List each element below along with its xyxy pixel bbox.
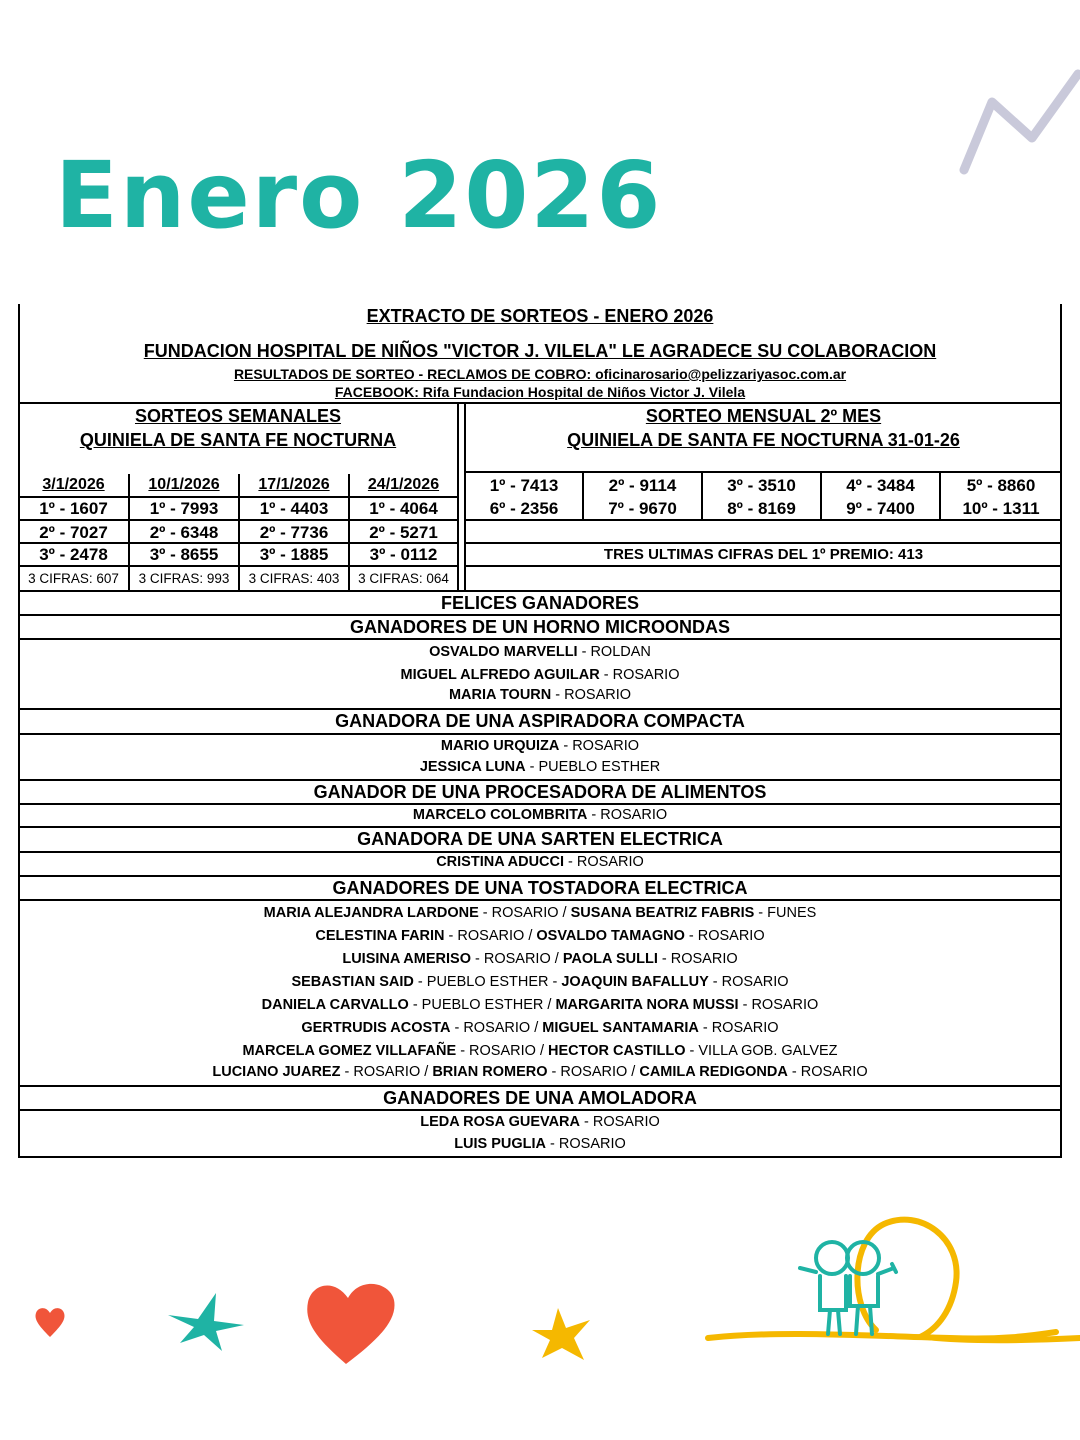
winner-line <box>18 1137 1062 1152</box>
weekly-three-digits: 3 CIFRAS: 403 <box>248 571 340 586</box>
winner-name: MARCELA GOMEZ VILLAFAÑE <box>242 1043 457 1059</box>
squiggle-decoration <box>950 60 1080 180</box>
winner-line <box>18 1021 1062 1036</box>
winner-city: - ROSARIO <box>546 1136 626 1152</box>
winner-name: MARCELO COLOMBRITA <box>412 807 588 823</box>
winner-name: MARGARITA NORA MUSSI <box>555 997 739 1013</box>
winner-city: - ROSARIO <box>738 997 819 1013</box>
sheet-subheading: FUNDACION HOSPITAL DE NIÑOS "VICTOR J. VILELA" LE AGRADECE SU COLABORACION <box>143 341 937 361</box>
weekly-title: SORTEOS SEMANALES <box>134 406 342 426</box>
winner-city: - ROSARIO / <box>450 1020 543 1036</box>
monthly-prize: 6º - 2356 <box>489 499 559 518</box>
monthly-prize: 10º - 1311 <box>962 499 1040 518</box>
winner-city: - PUEBLO ESTHER / <box>408 997 556 1013</box>
winner-name: MIGUEL SANTAMARIA <box>542 1020 699 1036</box>
winner-line <box>18 952 1062 967</box>
weekly-prize-1: 1º - 1607 <box>39 499 108 518</box>
winner-city: - ROSARIO / <box>456 1043 549 1059</box>
section-title: GANADORA DE UNA SARTEN ELECTRICA <box>357 829 723 849</box>
weekly-date: 3/1/2026 <box>42 476 105 493</box>
winner-city: - ROSARIO <box>599 667 680 683</box>
yellow-star-icon <box>528 1306 594 1364</box>
weekly-three-digits: 3 CIFRAS: 064 <box>358 571 449 586</box>
winner-city: - VILLA GOB. GALVEZ <box>685 1043 838 1059</box>
children-logo <box>700 1210 1080 1350</box>
winner-name: MARIO URQUIZA <box>440 738 560 754</box>
winner-city: - PUEBLO ESTHER - <box>413 974 562 990</box>
winner-city: - ROSARIO / <box>470 951 563 967</box>
winner-city: - ROSARIO <box>787 1064 868 1080</box>
big-heart-icon <box>302 1278 398 1368</box>
winner-city: - ROSARIO <box>551 687 632 703</box>
winner-line <box>18 808 1062 823</box>
winner-name: LUIS PUGLIA <box>454 1136 547 1152</box>
winner-line <box>18 929 1062 944</box>
monthly-prize: 7º - 9670 <box>608 499 677 518</box>
section-title: GANADOR DE UNA PROCESADORA DE ALIMENTOS <box>313 782 767 802</box>
winner-name: MIGUEL ALFREDO AGUILAR <box>400 667 600 683</box>
winner-city: - ROSARIO <box>564 854 644 870</box>
weekly-prize-2: 2º - 6348 <box>149 523 219 542</box>
winner-city: - ROSARIO <box>684 928 765 944</box>
winner-city: - ROSARIO / <box>547 1064 640 1080</box>
monthly-prize: 2º - 9114 <box>608 476 677 495</box>
winner-line <box>18 739 1062 754</box>
section-title: GANADORES DE UN HORNO MICROONDAS <box>349 617 730 637</box>
winner-name: CELESTINA FARIN <box>315 928 445 944</box>
winner-line <box>18 645 1062 660</box>
winner-city: - ROSARIO <box>587 807 668 823</box>
winner-name: JESSICA LUNA <box>419 759 526 775</box>
winner-city: - ROSARIO / <box>478 905 571 921</box>
felices-ganadores: FELICES GANADORES <box>440 593 640 613</box>
winner-name: SUSANA BEATRIZ FABRIS <box>570 905 755 921</box>
monthly-prize: 5º - 8860 <box>966 476 1036 495</box>
monthly-prize: 4º - 3484 <box>846 476 915 495</box>
winner-name: LEDA ROSA GUEVARA <box>420 1114 580 1130</box>
winner-city: - ROSARIO <box>698 1020 779 1036</box>
winner-city: - ROSARIO / <box>444 928 537 944</box>
weekly-date: 17/1/2026 <box>258 476 330 493</box>
winner-line <box>18 668 1062 683</box>
sheet-heading: EXTRACTO DE SORTEOS - ENERO 2026 <box>366 306 714 326</box>
weekly-prize-2: 2º - 5271 <box>369 523 438 542</box>
winner-city: - ROSARIO <box>708 974 789 990</box>
last-digits-line: TRES ULTIMAS CIFRAS DEL 1º PREMIO: 413 <box>603 546 924 563</box>
section-title: GANADORA DE UNA ASPIRADORA COMPACTA <box>335 711 745 731</box>
winner-city: - ROSARIO / <box>340 1064 433 1080</box>
monthly-prize: 3º - 3510 <box>727 476 796 495</box>
weekly-prize-3: 3º - 0112 <box>369 545 438 564</box>
winner-name: MARIA TOURN <box>448 687 552 703</box>
winner-name: LUISINA AMERISO <box>342 951 471 967</box>
raffle-results-sheet <box>18 304 1062 1158</box>
winner-line <box>18 906 1062 921</box>
winner-city: - FUNES <box>754 905 817 921</box>
weekly-prize-1: 1º - 4403 <box>259 499 329 518</box>
winner-name: DANIELA CARVALLO <box>261 997 409 1013</box>
small-heart-icon <box>34 1305 66 1339</box>
winner-line <box>18 998 1062 1013</box>
weekly-three-digits: 3 CIFRAS: 607 <box>28 571 119 586</box>
winner-name: PAOLA SULLI <box>562 951 658 967</box>
winner-name: OSVALDO TAMAGNO <box>536 928 685 944</box>
weekly-subtitle: QUINIELA DE SANTA FE NOCTURNA <box>79 430 397 450</box>
weekly-prize-1: 1º - 7993 <box>149 499 219 518</box>
monthly-prize: 9º - 7400 <box>846 499 915 518</box>
contact-line: RESULTADOS DE SORTEO - RECLAMOS DE COBRO: oficinarosario@pelizzariyasoc.com.ar <box>233 366 847 382</box>
winner-city: - ROSARIO <box>559 738 640 754</box>
weekly-prize-3: 3º - 1885 <box>259 545 329 564</box>
winner-line <box>18 1115 1062 1130</box>
winner-name: GERTRUDIS ACOSTA <box>301 1020 451 1036</box>
page-title: Enero 2026 <box>55 142 663 249</box>
weekly-prize-3: 3º - 8655 <box>149 545 219 564</box>
winner-name: HECTOR CASTILLO <box>548 1043 686 1059</box>
winner-line <box>18 975 1062 990</box>
weekly-prize-2: 2º - 7027 <box>39 523 108 542</box>
facebook-line: FACEBOOK: Rifa Fundacion Hospital de Niños Victor J. Vilela <box>334 384 746 400</box>
winner-name: MARIA ALEJANDRA LARDONE <box>263 905 479 921</box>
winner-city: - ROSARIO <box>657 951 738 967</box>
weekly-date: 24/1/2026 <box>367 476 440 493</box>
winner-city: - ROLDAN <box>577 644 651 660</box>
weekly-prize-1: 1º - 4064 <box>369 499 438 518</box>
winner-name: OSVALDO MARVELLI <box>429 644 578 660</box>
winner-name: SEBASTIAN SAID <box>291 974 414 990</box>
winner-line <box>18 688 1062 703</box>
winner-name: CRISTINA ADUCCI <box>436 854 565 870</box>
monthly-subtitle: QUINIELA DE SANTA FE NOCTURNA 31-01-26 <box>567 430 960 450</box>
winner-city: - ROSARIO <box>580 1114 660 1130</box>
weekly-three-digits: 3 CIFRAS: 993 <box>138 571 230 586</box>
winner-city: - PUEBLO ESTHER <box>525 759 661 775</box>
winner-name: CAMILA REDIGONDA <box>639 1064 788 1080</box>
section-title: GANADORES DE UNA AMOLADORA <box>383 1088 697 1108</box>
winner-name: JOAQUIN BAFALLUY <box>561 974 709 990</box>
section-title: GANADORES DE UNA TOSTADORA ELECTRICA <box>332 878 748 898</box>
winner-line <box>18 1044 1062 1059</box>
weekly-date: 10/1/2026 <box>148 476 220 493</box>
weekly-prize-3: 3º - 2478 <box>39 545 108 564</box>
monthly-prize: 1º - 7413 <box>489 476 559 495</box>
winner-line <box>18 760 1062 775</box>
monthly-prize: 8º - 8169 <box>727 499 796 518</box>
winner-name: BRIAN ROMERO <box>432 1064 548 1080</box>
winner-name: LUCIANO JUAREZ <box>212 1064 341 1080</box>
winner-line <box>18 1065 1062 1080</box>
winner-line <box>18 855 1062 870</box>
teal-star-icon <box>160 1285 250 1355</box>
monthly-title: SORTEO MENSUAL 2º MES <box>645 406 882 426</box>
weekly-prize-2: 2º - 7736 <box>259 523 329 542</box>
